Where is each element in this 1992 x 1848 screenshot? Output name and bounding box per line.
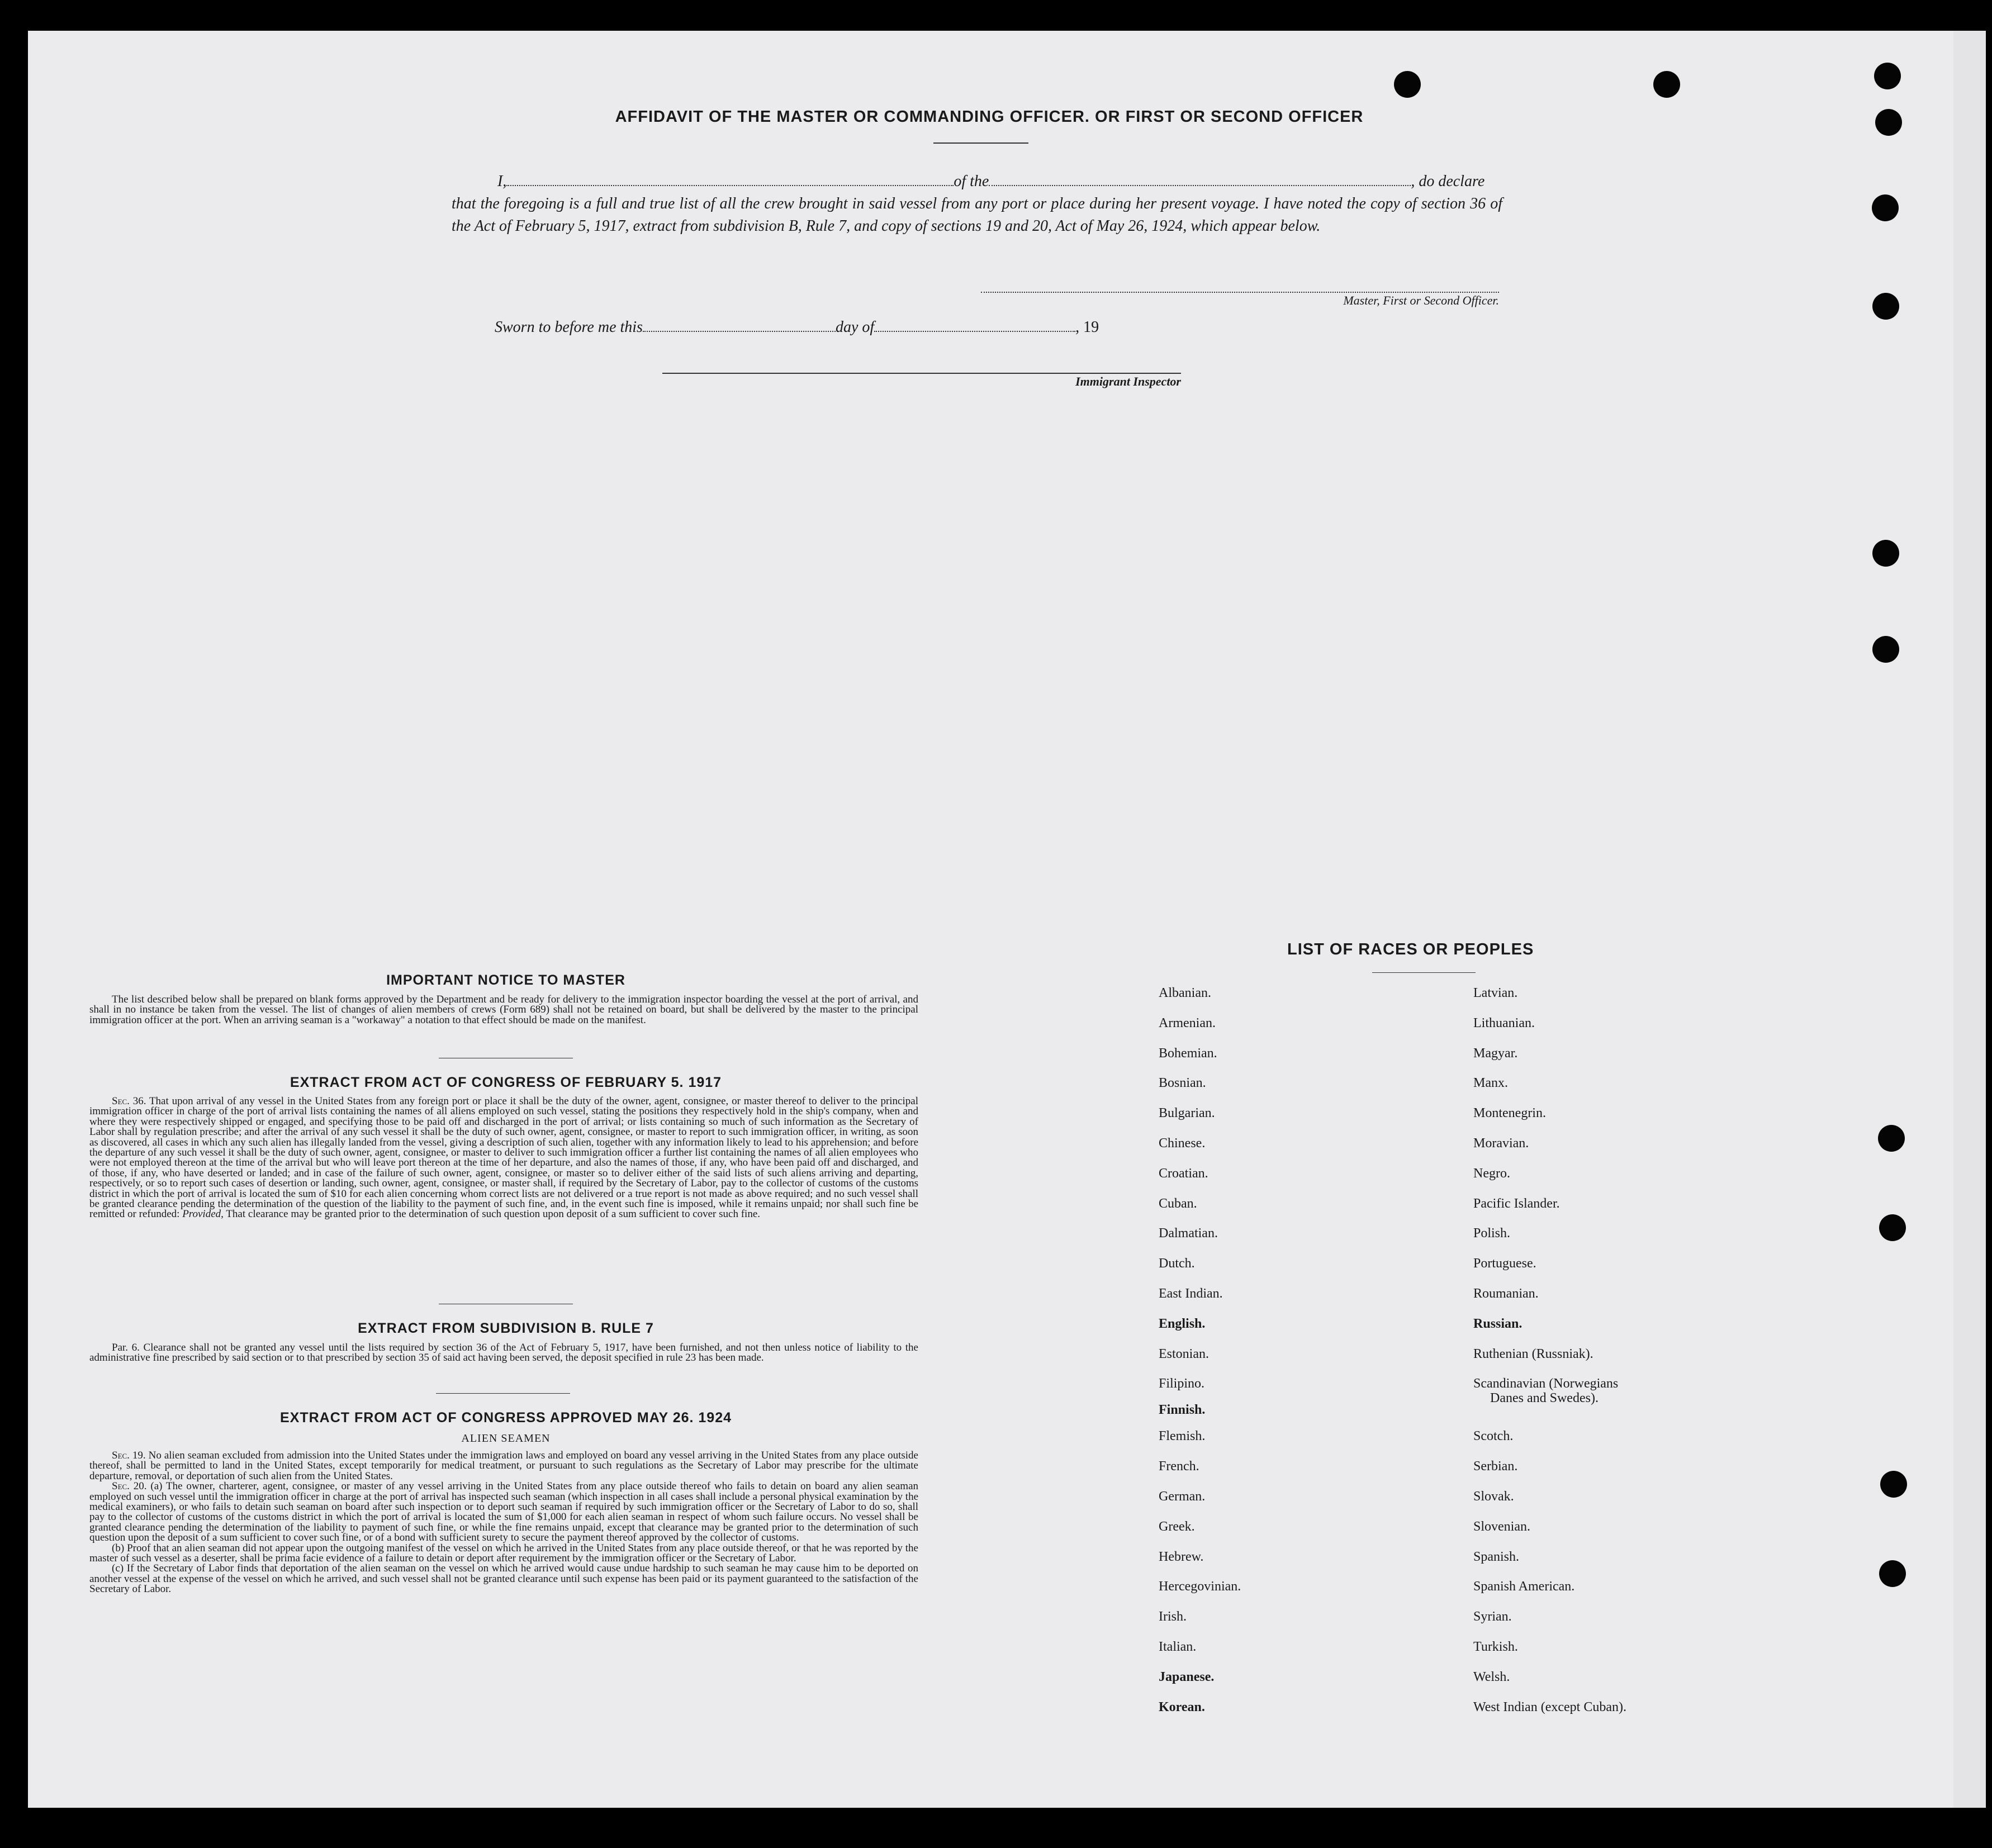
sec19-label: Sec. 19. bbox=[112, 1450, 146, 1461]
race-item: German. bbox=[1159, 1489, 1206, 1504]
punch-hole bbox=[1874, 63, 1901, 89]
race-item: Dutch. bbox=[1159, 1256, 1195, 1271]
race-item: Latvian. bbox=[1473, 986, 1518, 1000]
punch-hole bbox=[1875, 109, 1902, 136]
notice-body bbox=[89, 995, 918, 1025]
sec20-label: Sec. 20. bbox=[112, 1480, 147, 1493]
race-item: Bohemian. bbox=[1159, 1046, 1217, 1061]
race-item: Dalmatian. bbox=[1159, 1226, 1218, 1241]
sec20c-text: (c) If the Secretary of Labor finds that deportation of the alien seaman on the vessel on which he arrived would cause undue hardship to such seaman he may cause him to be deported on another vessel at the expense of the vessel on which he arrived, and such vessel shall not be granted clearance until such expense has been paid or its payment guaranteed to the satisfaction of the Secretary of Labor. bbox=[89, 1562, 918, 1595]
inspector-signature-line[interactable] bbox=[662, 373, 1181, 374]
extract-1924-body bbox=[89, 1451, 918, 1595]
race-item: Spanish. bbox=[1473, 1549, 1520, 1564]
officer-signature-label: Master, First or Second Officer. bbox=[1343, 293, 1499, 307]
sworn-line bbox=[495, 319, 1099, 336]
sec20b-text: (b) Proof that an alien seaman did not appear upon the outgoing manifest of the vessel on which he arrived in the United States from any place outside thereof, or that he was reported by the master of such vessel as a deserter, shall be prima facie evidence of a failure to detain or deport after requirement by the immigration officer or the Secretary of Labor. bbox=[89, 1542, 918, 1565]
race-item: Danes and Swedes). bbox=[1490, 1391, 1599, 1406]
punch-hole bbox=[1653, 71, 1680, 98]
races-title-underline bbox=[1372, 972, 1476, 973]
extract-1917-title: EXTRACT FROM ACT OF CONGRESS OF FEBRUARY 5. 1917 bbox=[290, 1075, 722, 1090]
race-item: English. bbox=[1159, 1316, 1206, 1331]
inspector-label: Immigrant Inspector bbox=[1075, 374, 1181, 388]
rule7-text: Par. 6. Clearance shall not be granted any vessel until the lists required by section 36 of the Act of February 5, 1917, have been furnished, and not then unless notice of liability to the administrative fine prescribed by said section or to that prescribed by section 35 of said act having been served, the deposit specified in rule 23 has been made. bbox=[89, 1342, 918, 1364]
race-item: Irish. bbox=[1159, 1609, 1187, 1624]
race-item: Slovenian. bbox=[1473, 1519, 1530, 1534]
race-item: Flemish. bbox=[1159, 1429, 1206, 1444]
race-item: Armenian. bbox=[1159, 1015, 1216, 1030]
race-item: Russian. bbox=[1473, 1316, 1523, 1331]
race-item: Welsh. bbox=[1473, 1669, 1510, 1684]
race-item: East Indian. bbox=[1159, 1286, 1223, 1301]
punch-hole bbox=[1880, 1471, 1907, 1498]
race-item: Montenegrin. bbox=[1473, 1106, 1546, 1121]
race-item: Chinese. bbox=[1159, 1136, 1206, 1151]
extract-rule7-body bbox=[89, 1343, 918, 1364]
punch-hole bbox=[1878, 1125, 1905, 1152]
race-item: Spanish American. bbox=[1473, 1579, 1575, 1594]
race-item: Moravian. bbox=[1473, 1136, 1529, 1151]
sworn-month-field[interactable] bbox=[874, 331, 1075, 332]
sec36-text-end: That clearance may be granted prior to the determination of such question upon deposit of a sum sufficient to cover such fine. bbox=[226, 1208, 760, 1220]
race-item: Negro. bbox=[1473, 1166, 1510, 1181]
races-column-1 bbox=[1159, 986, 1449, 1730]
declarant-prefix: I, bbox=[497, 173, 507, 190]
sec20a-text: (a) The owner, charterer, agent, consignee, or master of any vessel arriving in the United States from any place outside thereof who fails to detain on board any alien seaman employed on such vessel until the immigration officer in charge at the port of arrival has inspected such seaman (which inspection in all cases shall include a personal physical examination by the medical examiners), or who fails to detain such seaman on board after such inspection or to deport such seaman if required by such immigration officer or the Secretary of Labor to do so, shall pay to the collector of customs of the customs district in which the port of arrival is located the sum of $1,000 for each alien seaman in respect of whom such failure occurs. No vessel shall be granted clearance pending the determination of the liability to payment of such fine, or while the fine remains unpaid, except that clearance may be granted prior to the determination of such question upon the deposit of a sum sufficient to cover such fine, or of a bond with sufficient surety to secure the payment thereof approved by the collector of customs. bbox=[89, 1480, 919, 1544]
race-item: Bosnian. bbox=[1159, 1076, 1206, 1091]
race-item: Slovak. bbox=[1473, 1489, 1514, 1504]
race-item: Greek. bbox=[1159, 1519, 1195, 1534]
declare-label: , do declare bbox=[1411, 173, 1485, 190]
extract-1924-title: EXTRACT FROM ACT OF CONGRESS APPROVED MAY 26. 1924 bbox=[279, 1410, 732, 1426]
vessel-name-field[interactable] bbox=[989, 185, 1411, 186]
officer-signature-line[interactable] bbox=[981, 292, 1499, 293]
race-item: Albanian. bbox=[1159, 986, 1211, 1000]
extract-1917-body bbox=[89, 1096, 918, 1220]
race-item: Magyar. bbox=[1473, 1046, 1518, 1061]
punch-hole bbox=[1879, 1560, 1906, 1587]
races-column-2 bbox=[1473, 986, 1786, 1730]
race-item: Syrian. bbox=[1473, 1609, 1512, 1624]
race-item: Pacific Islander. bbox=[1473, 1196, 1560, 1211]
punch-hole bbox=[1872, 194, 1899, 221]
punch-hole bbox=[1872, 293, 1899, 320]
of-the-label: of the bbox=[954, 173, 989, 190]
sec36-label: Sec. 36. bbox=[112, 1095, 146, 1107]
race-item: Scandinavian (Norwegians bbox=[1473, 1376, 1619, 1391]
race-item: French. bbox=[1159, 1459, 1199, 1474]
extract-1924-subtitle: ALIEN SEAMEN bbox=[461, 1432, 551, 1445]
day-of-label: day of bbox=[835, 319, 875, 336]
affidavit-declaration bbox=[452, 170, 1502, 237]
extract-rule7-title: EXTRACT FROM SUBDIVISION B. RULE 7 bbox=[358, 1320, 654, 1336]
race-item: Japanese. bbox=[1159, 1669, 1215, 1684]
race-item: Roumanian. bbox=[1473, 1286, 1539, 1301]
notice-title: IMPORTANT NOTICE TO MASTER bbox=[386, 972, 625, 988]
races-title: LIST OF RACES OR PEOPLES bbox=[1287, 940, 1534, 958]
affidavit-body: that the foregoing is a full and true list of all the crew brought in said vessel from any port or place during her present voyage. I have noted the copy of section 36 of the Act of February 5, 1917, extract from subdivision B, Rule 7, and copy of sections 19 and 20, Act of May 26, 1924, which appear below. bbox=[452, 195, 1502, 235]
race-item: Estonian. bbox=[1159, 1346, 1209, 1361]
race-item: Scotch. bbox=[1473, 1429, 1514, 1444]
race-item: Korean. bbox=[1159, 1699, 1205, 1714]
race-item: Portuguese. bbox=[1473, 1256, 1536, 1271]
provided-label: Provided, bbox=[182, 1208, 224, 1220]
race-item: Serbian. bbox=[1473, 1459, 1518, 1474]
sec36-text: That upon arrival of any vessel in the United States from any foreign port or place it shall be the duty of the owner, agent, consignee, or master thereof to deliver to the principal immigration officer in charge of the port of arrival lists containing the names of all aliens employed on such vessel, stating the positions they respectively hold in the ship's company, when and where they were respectively shipped or engaged, and specifying those to be paid off and discharged in the port of arrival; or lists containing so much of such information as the Secretary of Labor shall by regulation prescribe; and after the arrival of any such vessel it shall be the duty of such owner, agent, consignee, or master to report to such immigration officer, in writing, as soon as discovered, all cases in which any such alien has illegally landed from the vessel, giving a description of such alien, together with any information likely to lead to his apprehension; and before the departure of any such vessel it shall be the duty of such owner, agent, consignee, or master to deliver to such immigration officer a further list containing the names of all alien employees who were not employed thereon at the time of the arrival but who will leave port thereon at the time of her departure, and also the names of those, if any, who have been paid off and discharged, and of those, if any, who have deserted or landed; and in case of the failure of such owner, agent, consignee, or master so to deliver either of the said lists of such aliens arriving and departing, respectively, or so to report such cases of desertion or landing, such owner, agent, consignee, or master shall, if required by the Secretary of Labor, pay to the collector of customs of the customs district in which the port of arrival is located the sum of $10 for each alien concerning whom correct lists are not delivered or a true report is not made as above required; and no such vessel shall be granted clearance pending the determination of the question of the liability to the payment of such fine, and, in the event such fine is imposed, while it remains unpaid; nor shall such fine be remitted or refunded: bbox=[89, 1095, 918, 1220]
punch-hole bbox=[1394, 71, 1421, 98]
race-item: Finnish. bbox=[1159, 1403, 1206, 1418]
race-item: West Indian (except Cuban). bbox=[1473, 1699, 1626, 1714]
year-label: , 19 bbox=[1075, 319, 1099, 336]
race-item: Bulgarian. bbox=[1159, 1106, 1215, 1121]
race-item: Italian. bbox=[1159, 1639, 1197, 1654]
race-item: Ruthenian (Russniak). bbox=[1473, 1346, 1593, 1361]
race-item: Croatian. bbox=[1159, 1166, 1208, 1181]
declarant-name-field[interactable] bbox=[506, 185, 954, 186]
sworn-label: Sworn to before me this bbox=[495, 319, 643, 336]
race-item: Turkish. bbox=[1473, 1639, 1518, 1654]
separator bbox=[436, 1393, 570, 1394]
race-item: Polish. bbox=[1473, 1226, 1511, 1241]
sheet-edge bbox=[1953, 31, 1986, 1808]
punch-hole bbox=[1872, 636, 1899, 663]
sworn-day-field[interactable] bbox=[643, 331, 836, 332]
punch-hole bbox=[1872, 540, 1899, 567]
notice-text: The list described below shall be prepared on blank forms approved by the Department and be ready for delivery to the immigration inspector boarding the vessel at the port of arrival, and shall in no instance be taken from the vessel. The list of changes of alien members of crews (Form 689) shall not be retained on board, but shall be delivered by the master to the principal immigration officer at the port. When an arriving seaman is a "workaway" a notation to that effect should be made on the manifest. bbox=[89, 994, 918, 1026]
race-item: Lithuanian. bbox=[1473, 1015, 1535, 1030]
title-underline bbox=[933, 142, 1028, 144]
race-item: Manx. bbox=[1473, 1076, 1508, 1091]
punch-hole bbox=[1879, 1214, 1906, 1241]
race-item: Filipino. bbox=[1159, 1376, 1205, 1391]
race-item: Hebrew. bbox=[1159, 1549, 1204, 1564]
affidavit-title: AFFIDAVIT OF THE MASTER OR COMMANDING OFFICER. OR FIRST OR SECOND OFFICER bbox=[615, 108, 1364, 126]
race-item: Hercegovinian. bbox=[1159, 1579, 1241, 1594]
sec19-text: No alien seaman excluded from admission into the United States under the immigration laws and employed on board any vessel arriving in the United States from any place outside thereof, shall be permitted to land in the United States, except temporarily for medical treatment, or pursuant to such regulations as the Secretary of Labor may prescribe for the ultimate departure, removal, or deportation of such alien from the United States. bbox=[89, 1450, 918, 1482]
race-item: Cuban. bbox=[1159, 1196, 1197, 1211]
